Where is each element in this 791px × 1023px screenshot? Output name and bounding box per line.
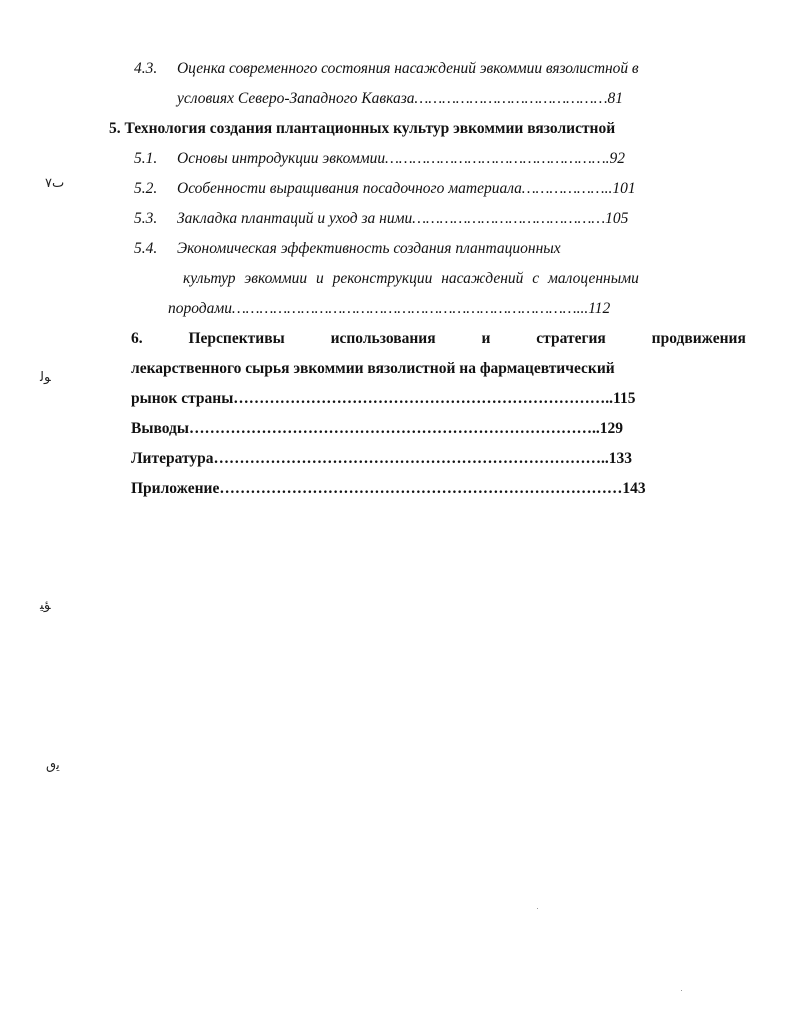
toc-5-4-title-line3: породами…………………………………………………………………...112 — [168, 300, 611, 317]
toc-appendix: Приложение……………………………………………………………………143 — [131, 480, 646, 497]
toc-5-2-number: 5.2. — [134, 180, 158, 197]
margin-mark: ﺆﻴ — [40, 598, 51, 613]
toc-5-4-title-line2: культур эвкоммии и реконструкции насаждений с малоценными — [183, 270, 639, 287]
margin-mark: ﻳٯ — [46, 758, 60, 773]
toc-chapter-6-line1: 6. Перспективы использования и стратегия продвижения — [131, 330, 746, 347]
toc-chapter-6-line3: рынок страны………………………………………………………………..115 — [131, 390, 636, 407]
toc-5-1-number: 5.1. — [134, 150, 158, 167]
margin-mark: ﻮﻟ — [40, 370, 51, 385]
toc-chapter-5-title: 5. Технология создания плантационных культур эвкоммии вязолистной — [109, 120, 616, 137]
toc-4-3-title-line2: условиях Северо-Западного Кавказа……………………………………81 — [177, 90, 623, 107]
toc-5-4-number: 5.4. — [134, 240, 158, 257]
toc-5-3-number: 5.3. — [134, 210, 158, 227]
scan-speck — [537, 908, 538, 909]
toc-literature: Литература…………………………………………………………………..133 — [131, 450, 632, 467]
toc-5-3-title: Закладка плантаций и уход за ними……………………………………105 — [177, 210, 629, 227]
toc-conclusions: Выводы……………………………………………………………………..129 — [131, 420, 623, 437]
toc-4-3-title-line1: Оценка современного состояния насаждений эвкоммии вязолистной в — [177, 60, 639, 77]
toc-5-2-title: Особенности выращивания посадочного материала………………..101 — [177, 180, 636, 197]
toc-chapter-6-line2: лекарственного сырья эвкоммии вязолистной на фармацевтический — [131, 360, 615, 377]
toc-4-3-number: 4.3. — [134, 60, 158, 77]
toc-5-1-title: Основы интродукции эвкоммии………………………………………….92 — [177, 150, 625, 167]
margin-mark: ٮ٧ — [45, 176, 65, 191]
toc-5-4-title-line1: Экономическая эффективность создания плантационных — [177, 240, 561, 257]
scan-speck — [681, 990, 682, 991]
